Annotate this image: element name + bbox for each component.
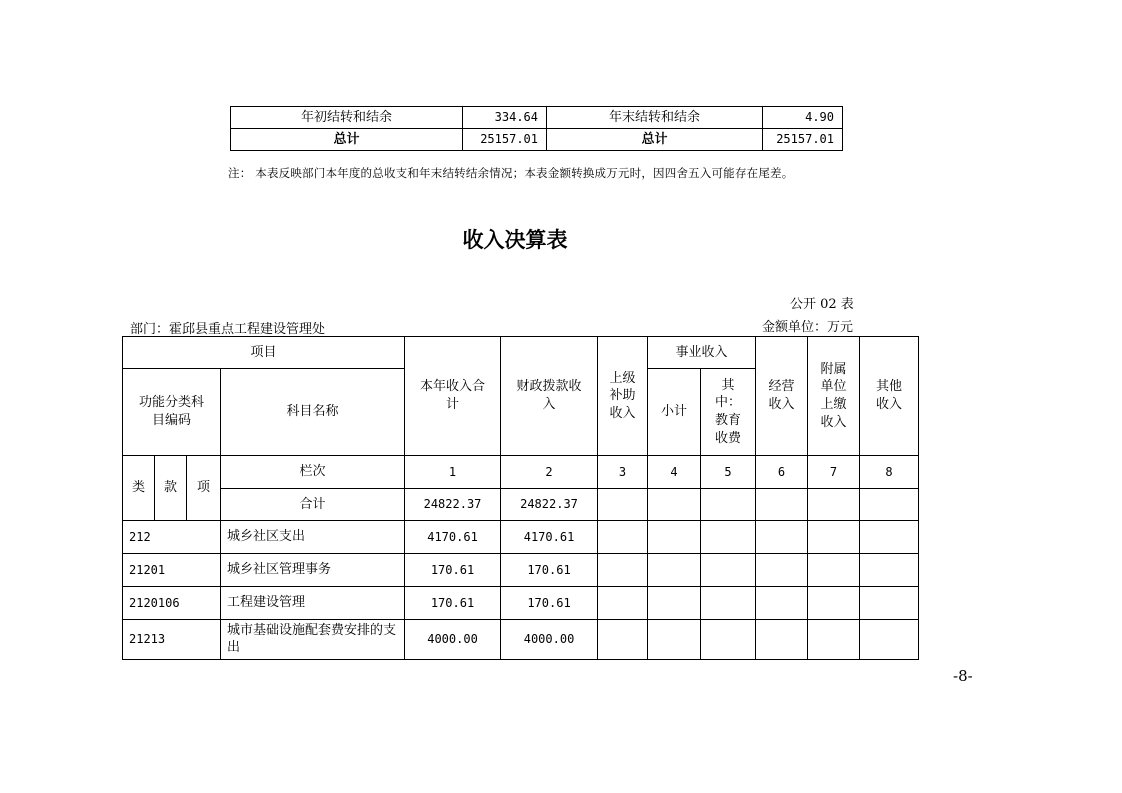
header-item: 项目 (123, 337, 405, 369)
table-row (123, 554, 919, 587)
summary-label: 年末结转和结余 (547, 107, 763, 129)
table-row (123, 620, 919, 660)
header-total-income: 本年收入合计 (405, 337, 501, 456)
summary-total-value: 25157.01 (463, 129, 547, 151)
unit-label: 金额单位：万元 (762, 320, 854, 335)
summary-table (230, 106, 843, 151)
column-index: 8 (860, 456, 919, 489)
page-number: -8- (953, 667, 973, 685)
summary-total-label: 总计 (547, 129, 763, 151)
page-title: 收入决算表 (462, 228, 568, 252)
fiscal-allocation: 170.61 (501, 587, 598, 620)
column-index: 1 (405, 456, 501, 489)
column-index: 3 (598, 456, 648, 489)
income-table (122, 336, 919, 660)
header-kuan: 款 (155, 456, 187, 521)
column-index: 7 (808, 456, 860, 489)
total-income-value: 24822.37 (405, 489, 501, 521)
function-code: 2120106 (123, 587, 221, 620)
column-index: 4 (648, 456, 701, 489)
function-code: 21213 (123, 620, 221, 660)
header-business-income: 事业收入 (648, 337, 756, 369)
income-total: 170.61 (405, 554, 501, 587)
subject-name: 城乡社区管理事务 (221, 554, 405, 587)
header-operating-income: 经营收入 (756, 337, 808, 456)
header-business-subtotal: 小计 (648, 369, 701, 456)
subject-name: 城市基础设施配套费安排的支出 (221, 620, 405, 660)
income-total: 4170.61 (405, 521, 501, 554)
summary-label: 年初结转和结余 (231, 107, 463, 129)
form-code: 公开 02 表 (790, 297, 854, 312)
fiscal-allocation: 4170.61 (501, 521, 598, 554)
header-xiang: 项 (187, 456, 221, 521)
table-row (123, 521, 919, 554)
column-index: 2 (501, 456, 598, 489)
subject-name: 工程建设管理 (221, 587, 405, 620)
column-index-label: 栏次 (221, 456, 405, 489)
summary-total-value: 25157.01 (763, 129, 843, 151)
header-lei: 类 (123, 456, 155, 521)
fiscal-allocation: 4000.00 (501, 620, 598, 660)
function-code: 212 (123, 521, 221, 554)
header-superior-subsidy: 上级补助收入 (598, 337, 648, 456)
header-row (123, 337, 919, 369)
summary-value: 334.64 (463, 107, 547, 129)
table-row (231, 107, 843, 129)
summary-total-label: 总计 (231, 129, 463, 151)
column-index: 6 (756, 456, 808, 489)
function-code: 21201 (123, 554, 221, 587)
header-function-code: 功能分类科目编码 (123, 369, 221, 456)
table-note: 注： 本表反映部门本年度的总收支和年末结转结余情况；本表金额转换成万元时，因四舍五入可能存在尾差。 (228, 166, 794, 180)
department-label: 部门：霍邱县重点工程建设管理处 (130, 322, 326, 337)
total-label: 合计 (221, 489, 405, 521)
header-affiliated-income: 附属单位上缴收入 (808, 337, 860, 456)
total-row (123, 489, 919, 521)
table-row (123, 587, 919, 620)
subject-name: 城乡社区支出 (221, 521, 405, 554)
summary-value: 4.90 (763, 107, 843, 129)
total-fiscal-value: 24822.37 (501, 489, 598, 521)
income-total: 170.61 (405, 587, 501, 620)
fiscal-allocation: 170.61 (501, 554, 598, 587)
column-index: 5 (701, 456, 756, 489)
header-business-education: 其中：教育收费 (701, 369, 756, 456)
header-other-income: 其他收入 (860, 337, 919, 456)
column-index-row (123, 456, 919, 489)
table-row (231, 129, 843, 151)
header-subject-name: 科目名称 (221, 369, 405, 456)
income-total: 4000.00 (405, 620, 501, 660)
header-fiscal-allocation: 财政拨款收入 (501, 337, 598, 456)
